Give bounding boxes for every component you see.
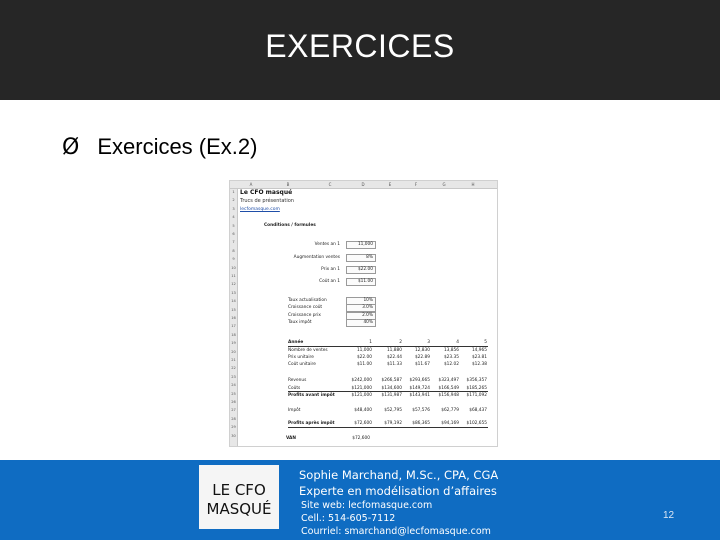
table-cell: $94,169 bbox=[441, 421, 459, 426]
assumption-value: 3.0% bbox=[362, 305, 373, 310]
assumption-label: Croissance prix bbox=[288, 313, 321, 318]
table-row-label: Profits avant impôt bbox=[288, 393, 335, 398]
assumption-label: Croissance coût bbox=[288, 305, 323, 310]
row-number: 3 bbox=[232, 206, 235, 211]
assumption-label: Taux actualisation bbox=[288, 298, 327, 303]
table-cell: $68,437 bbox=[469, 408, 487, 413]
row-number: 15 bbox=[231, 307, 236, 312]
table-header-year: 1 bbox=[369, 340, 372, 345]
row-number: 25 bbox=[231, 391, 236, 396]
input-label: Coût an 1 bbox=[319, 279, 340, 284]
table-cell: $293,665 bbox=[409, 378, 430, 383]
assumption-value: 10% bbox=[363, 298, 373, 303]
column-header: H bbox=[471, 182, 475, 187]
email-text: Courriel: smarchand@lecfomasque.com bbox=[301, 526, 491, 537]
row-number: 17 bbox=[231, 324, 236, 329]
table-cell: $356,357 bbox=[466, 378, 487, 383]
row-number: 26 bbox=[231, 400, 236, 404]
table-header-year: 3 bbox=[427, 340, 430, 345]
arrow-bullet-icon: Ø bbox=[62, 134, 80, 160]
table-cell: $72,600 bbox=[354, 421, 372, 426]
table-cell: $134,600 bbox=[381, 386, 402, 391]
table-row-label: Nombre de ventes bbox=[288, 348, 328, 353]
table-cell: 14,965 bbox=[471, 348, 487, 353]
input-label: Ventes an 1 bbox=[314, 242, 340, 247]
column-header: A bbox=[249, 182, 253, 187]
table-cell: $185,265 bbox=[466, 386, 487, 391]
table-cell: $57,576 bbox=[412, 408, 430, 413]
logo bbox=[199, 465, 279, 529]
logo-line-1: LE CFO bbox=[212, 481, 266, 499]
table-cell: $121,000 bbox=[351, 393, 372, 398]
table-cell: $52,795 bbox=[384, 408, 402, 413]
bullet-text: Exercices (Ex.2) bbox=[97, 134, 258, 159]
input-value: $11.00 bbox=[357, 279, 373, 284]
table-cell: 11,000 bbox=[356, 348, 372, 353]
column-header: B bbox=[286, 182, 290, 187]
row-number: 5 bbox=[232, 223, 235, 228]
table-cell: $12.02 bbox=[443, 362, 459, 367]
table-header-year: 4 bbox=[456, 340, 459, 345]
row-number: 19 bbox=[231, 341, 236, 346]
table-cell: $121,000 bbox=[351, 386, 372, 391]
page-number: 12 bbox=[663, 510, 675, 521]
table-cell: $11.67 bbox=[414, 362, 430, 367]
table-cell: $11.33 bbox=[386, 362, 402, 367]
table-cell: $62,779 bbox=[441, 408, 459, 413]
row-number: 8 bbox=[232, 248, 235, 253]
table-cell: $323,497 bbox=[438, 378, 459, 383]
table-cell: $22.00 bbox=[356, 355, 372, 360]
row-number: 9 bbox=[232, 257, 235, 262]
sheet-link: lecfomasque.com bbox=[240, 207, 280, 212]
sheet-section: Conditions / formules bbox=[264, 223, 316, 228]
van-label: VAN bbox=[286, 436, 296, 441]
input-value: 11,000 bbox=[357, 242, 373, 247]
column-header: G bbox=[442, 182, 446, 187]
input-value: 8% bbox=[366, 255, 373, 260]
table-cell: $171,092 bbox=[466, 393, 487, 398]
table-cell: $143,941 bbox=[409, 393, 430, 398]
table-cell: $149,724 bbox=[409, 386, 430, 391]
presenter-role: Experte en modélisation d’affaires bbox=[299, 484, 497, 498]
assumption-value: 40% bbox=[363, 320, 373, 325]
row-number: 18 bbox=[231, 332, 236, 337]
van-value: $72,600 bbox=[352, 436, 370, 441]
table-cell: 11,880 bbox=[386, 348, 402, 353]
row-number: 11 bbox=[231, 274, 236, 278]
table-cell: $102,655 bbox=[466, 421, 487, 426]
spreadsheet-image bbox=[229, 180, 498, 447]
row-headers bbox=[230, 189, 238, 446]
table-cell: $23.35 bbox=[443, 355, 459, 360]
table-row-label: Profits après impôt bbox=[288, 421, 335, 426]
table-cell: $266,587 bbox=[381, 378, 402, 383]
table-row-label: Prix unitaire bbox=[288, 355, 314, 360]
assumption-value: 2.0% bbox=[362, 313, 373, 318]
website-text: Site web: lecfomasque.com bbox=[301, 500, 433, 511]
subtotal-rule bbox=[288, 391, 488, 392]
table-cell: $12.38 bbox=[471, 362, 487, 367]
input-value: $22.00 bbox=[357, 267, 373, 272]
input-label: Prix an 1 bbox=[321, 267, 340, 272]
column-headers bbox=[230, 181, 497, 189]
table-cell: $86,365 bbox=[412, 421, 430, 426]
row-number: 12 bbox=[231, 282, 236, 287]
row-number: 24 bbox=[231, 383, 236, 388]
row-number: 1 bbox=[232, 190, 235, 194]
row-number: 14 bbox=[231, 299, 236, 304]
table-cell: $242,000 bbox=[351, 378, 372, 383]
table-cell: $48,400 bbox=[354, 408, 372, 413]
table-cell: $11.00 bbox=[356, 362, 372, 367]
table-cell: $22.89 bbox=[414, 355, 430, 360]
phone-text: Cell.: 514-605-7112 bbox=[301, 513, 396, 524]
row-number: 2 bbox=[232, 198, 235, 203]
row-number: 21 bbox=[231, 358, 236, 362]
row-number: 4 bbox=[232, 215, 235, 220]
row-number: 22 bbox=[231, 366, 236, 371]
row-number: 10 bbox=[231, 265, 236, 270]
row-number: 20 bbox=[231, 349, 236, 354]
slide-title: EXERCICES bbox=[265, 28, 455, 64]
table-header-year: 5 bbox=[484, 340, 487, 345]
table-cell: $131,987 bbox=[381, 393, 402, 398]
column-header: F bbox=[414, 182, 418, 187]
table-cell: $156,948 bbox=[438, 393, 459, 398]
assumption-label: Taux impôt bbox=[288, 320, 312, 325]
column-header: C bbox=[328, 182, 332, 187]
table-row-label: Impôt bbox=[288, 408, 301, 413]
column-header: D bbox=[361, 182, 365, 187]
table-header-year: 2 bbox=[399, 340, 402, 345]
table-row-label: Coût unitaire bbox=[288, 362, 316, 367]
column-header: E bbox=[388, 182, 392, 187]
table-cell: $79,192 bbox=[384, 421, 402, 426]
table-header-rule bbox=[288, 346, 488, 347]
table-cell: $22.44 bbox=[386, 355, 402, 360]
table-header-label: Année bbox=[288, 340, 304, 345]
title-bar bbox=[0, 0, 720, 100]
sheet-title: Le CFO masqué bbox=[240, 189, 293, 196]
table-cell: $166,549 bbox=[438, 386, 459, 391]
table-cell: 12,830 bbox=[414, 348, 430, 353]
row-number: 13 bbox=[231, 290, 236, 295]
input-label: Augmentation ventes bbox=[293, 255, 340, 260]
presenter-name: Sophie Marchand, M.Sc., CPA, CGA bbox=[299, 468, 499, 482]
row-number: 28 bbox=[231, 416, 236, 421]
row-number: 30 bbox=[231, 433, 236, 438]
row-number: 16 bbox=[231, 316, 236, 320]
row-number: 7 bbox=[232, 240, 235, 245]
sheet-subtitle: Trucs de présentation bbox=[240, 198, 294, 204]
logo-line-2: MASQUÉ bbox=[206, 500, 272, 518]
bullet-item bbox=[62, 134, 257, 160]
row-number: 27 bbox=[231, 408, 236, 413]
table-cell: 13,856 bbox=[443, 348, 459, 353]
table-cell: $23.81 bbox=[471, 355, 487, 360]
total-rule bbox=[288, 427, 488, 428]
row-number: 23 bbox=[231, 374, 236, 379]
table-row-label: Revenus bbox=[288, 378, 307, 383]
row-number: 6 bbox=[232, 232, 235, 236]
row-number: 29 bbox=[231, 425, 236, 430]
table-row-label: Coûts bbox=[288, 386, 301, 391]
